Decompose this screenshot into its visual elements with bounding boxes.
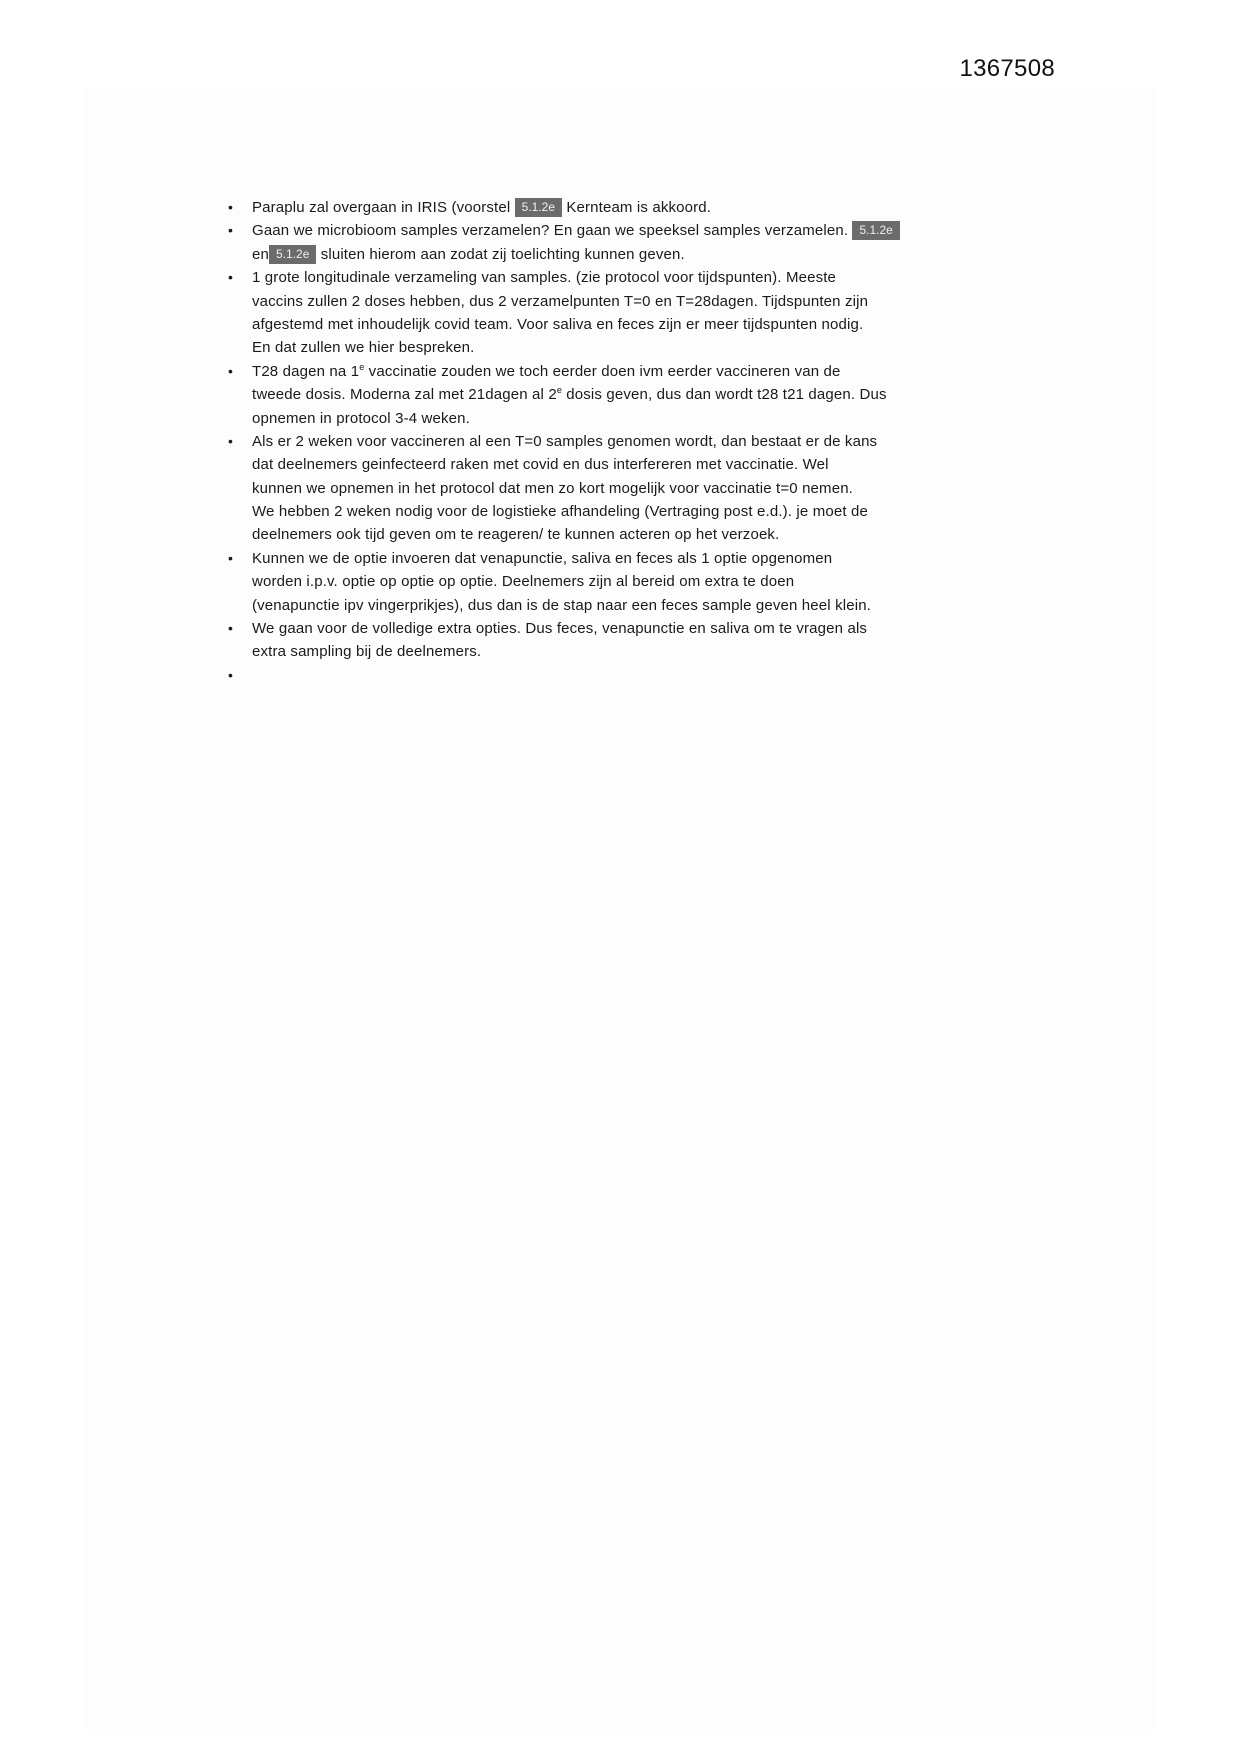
bullet-icon: •: [228, 199, 233, 215]
text-segment: Paraplu zal overgaan in IRIS (voorstel: [252, 199, 515, 216]
text-line: [252, 547, 900, 570]
text-segment: worden i.p.v. optie op optie op optie. Deelnemers zijn al bereid om extra te doen: [252, 573, 795, 591]
text-line: [252, 500, 900, 523]
text-line: [252, 196, 900, 219]
text-segment: Als er 2 weken voor vaccineren al een T=0 samples genomen wordt, dan bestaat er de kans: [252, 432, 878, 450]
text-segment: vaccinatie zouden we toch eerder doen ivm eerder vaccineren van de: [364, 362, 841, 380]
text-segment: dat deelnemers geinfecteerd raken met covid en dus interfereren met vaccinatie. Wel: [252, 456, 829, 474]
text-segment: deelnemers ook tijd geven om te reageren/ te kunnen acteren op het verzoek.: [252, 526, 780, 544]
text-line: [252, 430, 900, 453]
text-segment: Kernteam is akkoord.: [562, 199, 712, 216]
text-segment: We gaan voor de volledige extra opties. Dus feces, venapunctie en saliva om te vragen als: [252, 620, 868, 638]
bullet-icon: •: [228, 269, 233, 286]
list-item: [228, 219, 900, 266]
text-segment: vaccins zullen 2 doses hebben, dus 2 verzamelpunten T=0 en T=28dagen. Tijdspunten zijn: [252, 292, 869, 310]
list-item: [228, 547, 900, 617]
list-item: [228, 430, 900, 547]
text-line: [252, 407, 900, 430]
text-line: [252, 617, 900, 640]
text-line: [252, 243, 900, 266]
text-segment: (venapunctie ipv vingerprikjes), dus dan is de stap naar een feces sample geven heel klein.: [252, 596, 872, 614]
text-line: [252, 360, 900, 383]
text-segment: We hebben 2 weken nodig voor de logistieke afhandeling (Vertraging post e.d.). je moet de: [252, 503, 868, 521]
text-line: [252, 570, 900, 593]
redaction-box: 5.1.2e: [269, 245, 316, 264]
text-line: [252, 290, 900, 313]
redaction-box: 5.1.2e: [852, 221, 899, 240]
bullet-list: [228, 196, 900, 687]
text-segment: kunnen we opnemen in het protocol dat men zo kort mogelijk voor vaccinatie t=0 nemen.: [252, 479, 854, 497]
list-item: [228, 196, 900, 219]
superscript: e: [359, 361, 365, 372]
text-line: [252, 664, 900, 687]
list-item: [228, 617, 900, 664]
text-segment: 1 grote longitudinale verzameling van samples. (zie protocol voor tijdspunten). Meeste: [252, 269, 837, 287]
text-line: [252, 383, 900, 406]
bullet-icon: •: [228, 432, 233, 449]
text-segment: afgestemd met inhoudelijk covid team. Voor saliva en feces zijn er meer tijdspunten nodig.: [252, 315, 864, 333]
text-line: [252, 477, 900, 500]
text-segment: extra sampling bij de deelnemers.: [252, 643, 482, 661]
text-segment: tweede dosis. Moderna zal met 21dagen al 2: [252, 386, 557, 404]
text-segment: sluiten hierom aan zodat zij toelichting kunnen geven.: [316, 245, 685, 263]
text-line: [252, 266, 900, 289]
redaction-box: 5.1.2e: [515, 198, 562, 217]
bullet-icon: •: [228, 549, 233, 566]
text-segment: En dat zullen we hier bespreken.: [252, 339, 475, 357]
text-segment: Kunnen we de optie invoeren dat venapunctie, saliva en feces als 1 optie opgenomen: [252, 549, 833, 567]
text-segment: opnemen in protocol 3-4 weken.: [252, 409, 470, 427]
bullet-icon: •: [228, 362, 233, 379]
bullet-icon: •: [228, 620, 233, 637]
text-line: [252, 640, 900, 663]
text-segment: dosis geven, dus dan wordt t28 t21 dagen. Dus: [561, 386, 887, 404]
text-line: [252, 336, 900, 359]
text-segment: T28 dagen na 1: [252, 362, 360, 380]
text-line: [252, 313, 900, 336]
list-item: [228, 360, 900, 430]
superscript: e: [556, 385, 562, 396]
bullet-icon: •: [228, 222, 233, 239]
list-item: [228, 266, 900, 360]
text-line: [252, 523, 900, 546]
list-item: [228, 664, 900, 687]
text-segment: Gaan we microbioom samples verzamelen? En gaan we speeksel samples verzamelen.: [252, 222, 853, 240]
text-line: [252, 594, 900, 617]
document-number: 1367508: [959, 55, 1055, 82]
bullet-icon: •: [228, 666, 233, 683]
text-segment: en: [252, 245, 269, 263]
text-line: [252, 219, 900, 242]
text-line: [252, 453, 900, 476]
